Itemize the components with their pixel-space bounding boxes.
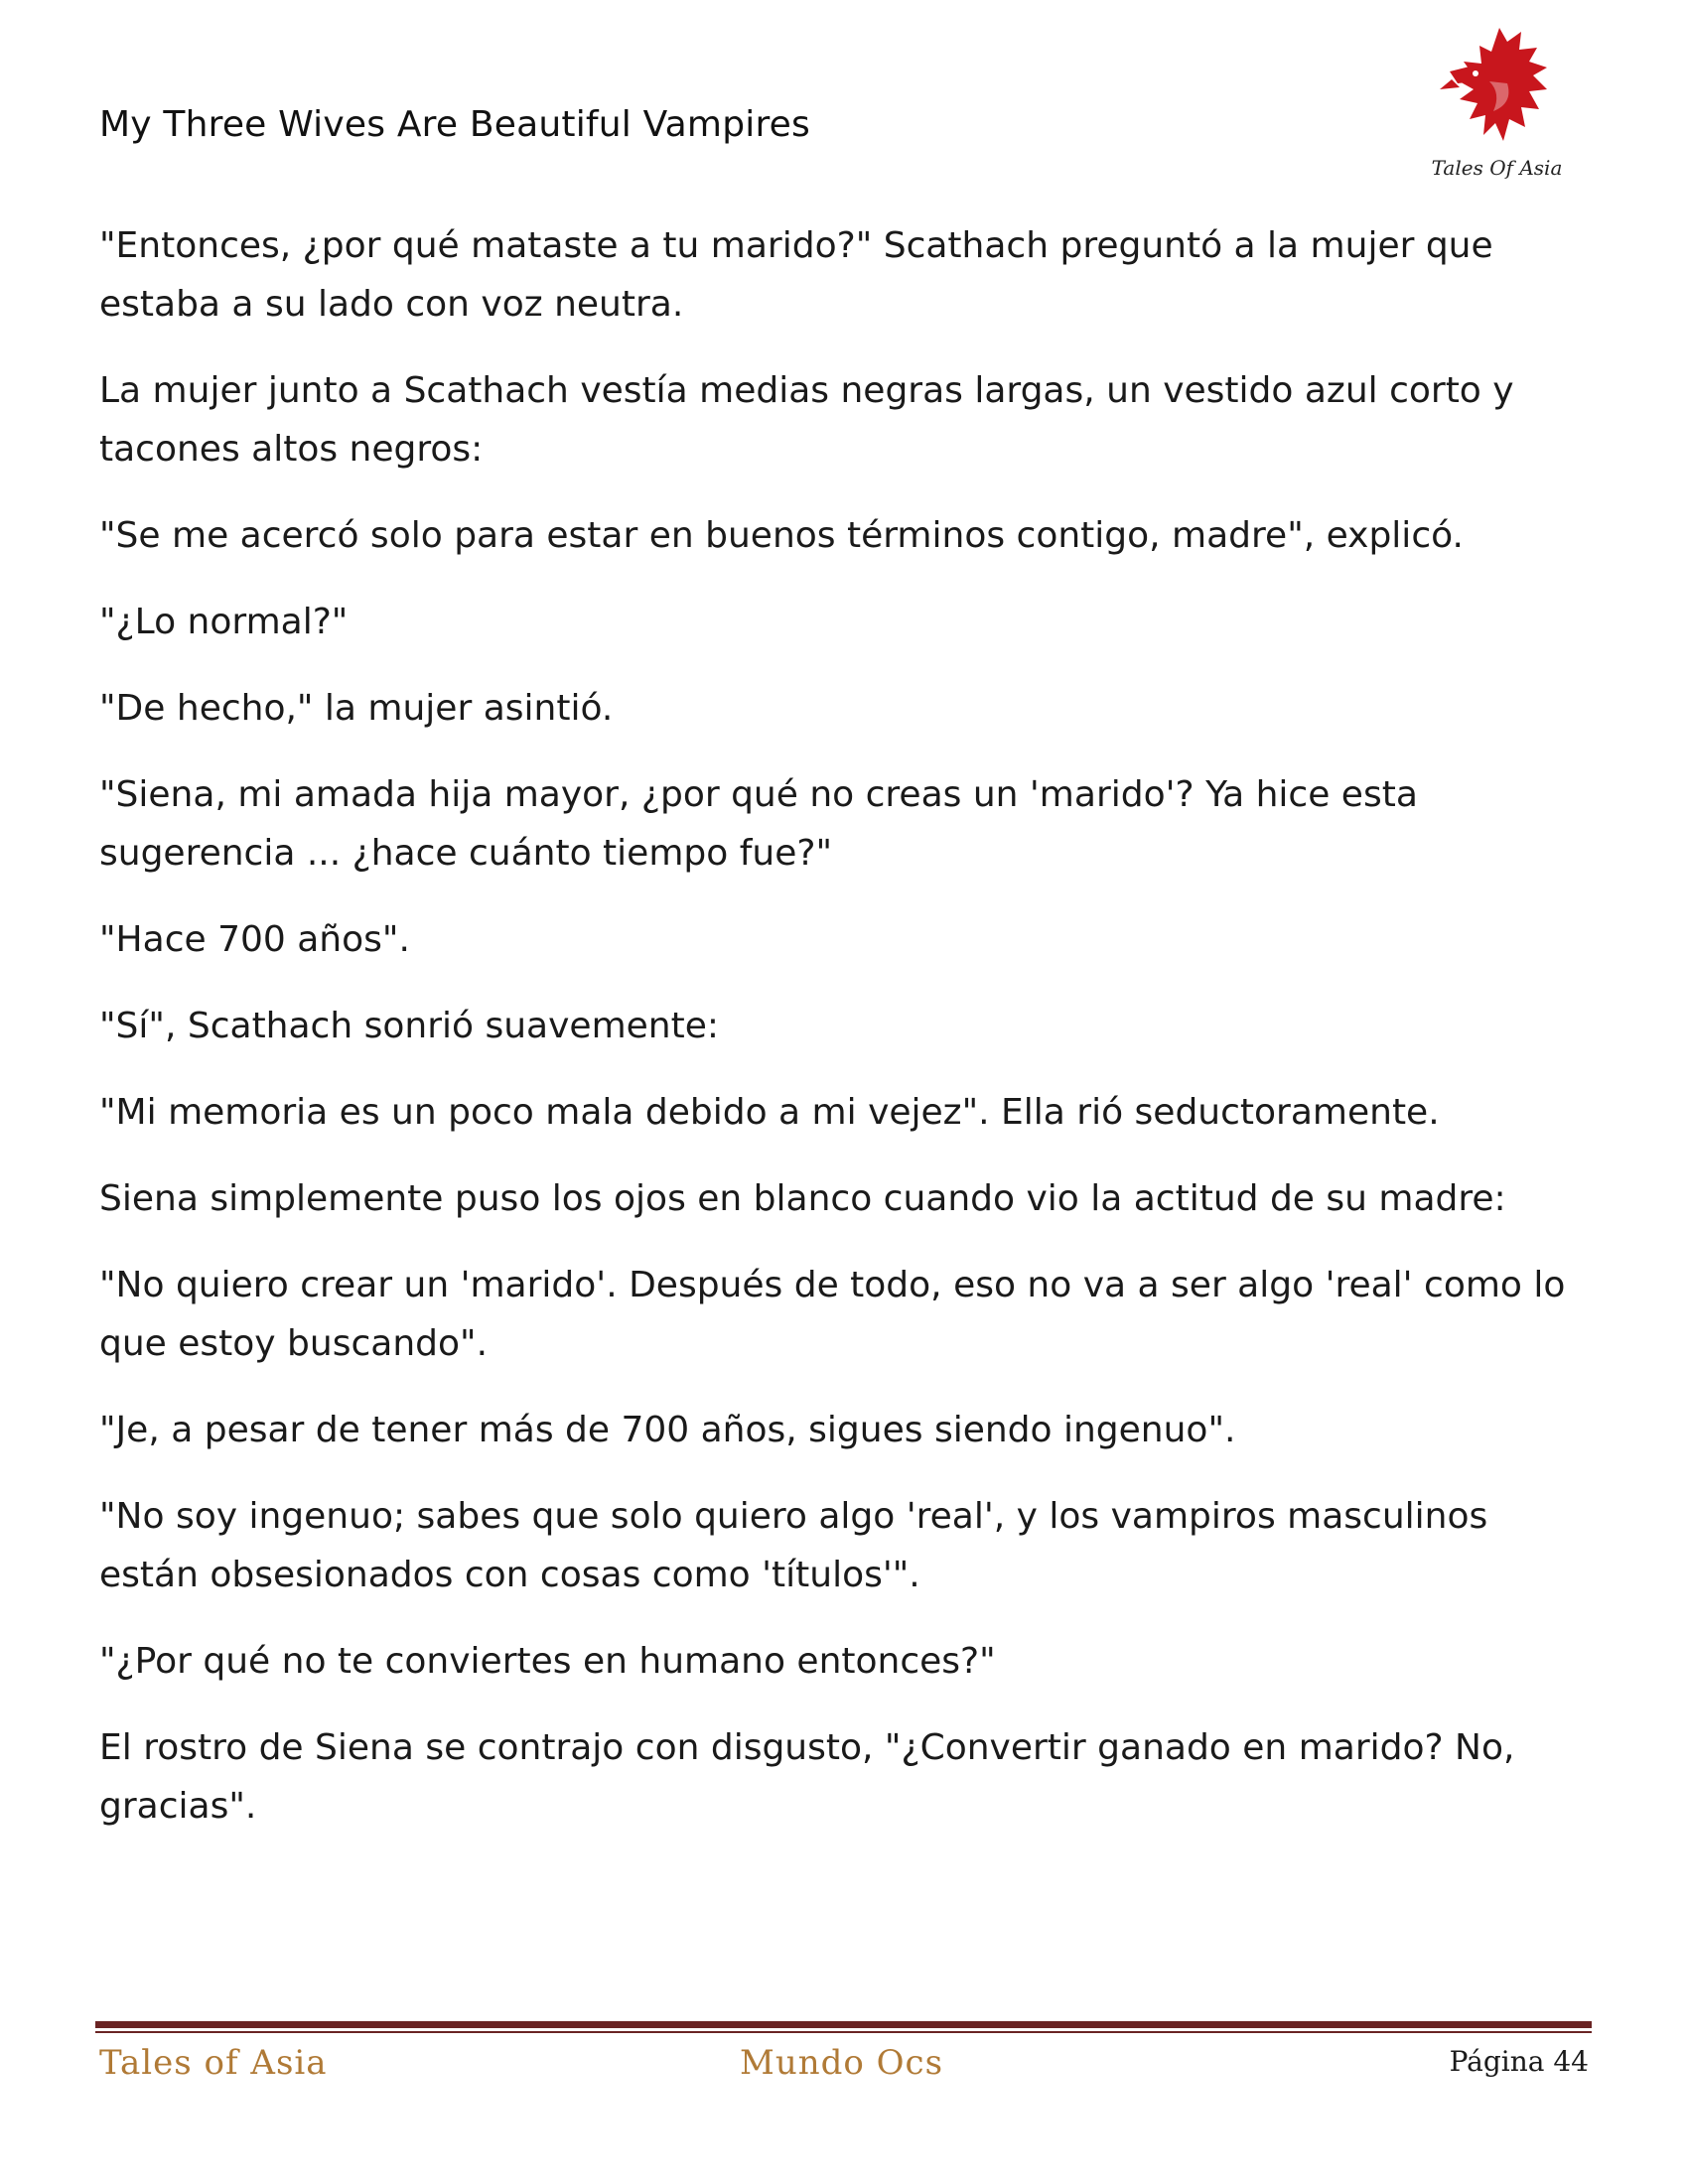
- paragraph: "¿Por qué no te conviertes en humano entonces?": [99, 1641, 996, 1682]
- paragraph: "De hecho," la mujer asintió.: [99, 688, 614, 729]
- paragraph: "Siena, mi amada hija mayor, ¿por qué no creas un 'marido'? Ya hice esta sugerencia ... ¿hace cuánto tiempo fue?": [99, 774, 1418, 874]
- tales-of-asia-logo: [1430, 20, 1564, 184]
- paragraph: "¿Lo normal?": [99, 602, 349, 642]
- paragraph: "Mi memoria es un poco mala debido a mi vejez". Ella rió seductoramente.: [99, 1092, 1440, 1133]
- paragraph: "No quiero crear un 'marido'. Después de todo, eso no va a ser algo 'real' como lo que estoy buscando".: [99, 1265, 1566, 1364]
- paragraph: "Hace 700 años".: [99, 919, 410, 960]
- page-body: [99, 216, 1589, 1863]
- paragraph: El rostro de Siena se contrajo con disgusto, "¿Convertir ganado en marido? No, gracias".: [99, 1727, 1515, 1827]
- red-dragon-icon: [1430, 20, 1564, 159]
- paragraph: "Entonces, ¿por qué mataste a tu marido?" Scathach preguntó a la mujer que estaba a su lado con voz neutra.: [99, 225, 1493, 325]
- paragraph: "Sí", Scathach sonrió suavemente:: [99, 1006, 719, 1046]
- footer-divider: [95, 2021, 1592, 2028]
- footer-divider-thin: [95, 2031, 1592, 2033]
- footer-publisher: Tales of Asia: [99, 2043, 328, 2083]
- page-number: Página 44: [1449, 2045, 1589, 2078]
- document-title: My Three Wives Are Beautiful Vampires: [99, 104, 810, 145]
- paragraph: "Se me acercó solo para estar en buenos términos contigo, madre", explicó.: [99, 515, 1464, 556]
- logo-caption: Tales Of Asia: [1431, 156, 1563, 180]
- paragraph: "Je, a pesar de tener más de 700 años, sigues siendo ingenuo".: [99, 1410, 1236, 1450]
- paragraph: Siena simplemente puso los ojos en blanco cuando vio la actitud de su madre:: [99, 1178, 1506, 1219]
- paragraph: La mujer junto a Scathach vestía medias negras largas, un vestido azul corto y tacones altos negros:: [99, 370, 1514, 470]
- paragraph: "No soy ingenuo; sabes que solo quiero algo 'real', y los vampiros masculinos están obsesionados con cosas como 'títulos'".: [99, 1496, 1488, 1595]
- footer-series: Mundo Ocs: [740, 2043, 944, 2083]
